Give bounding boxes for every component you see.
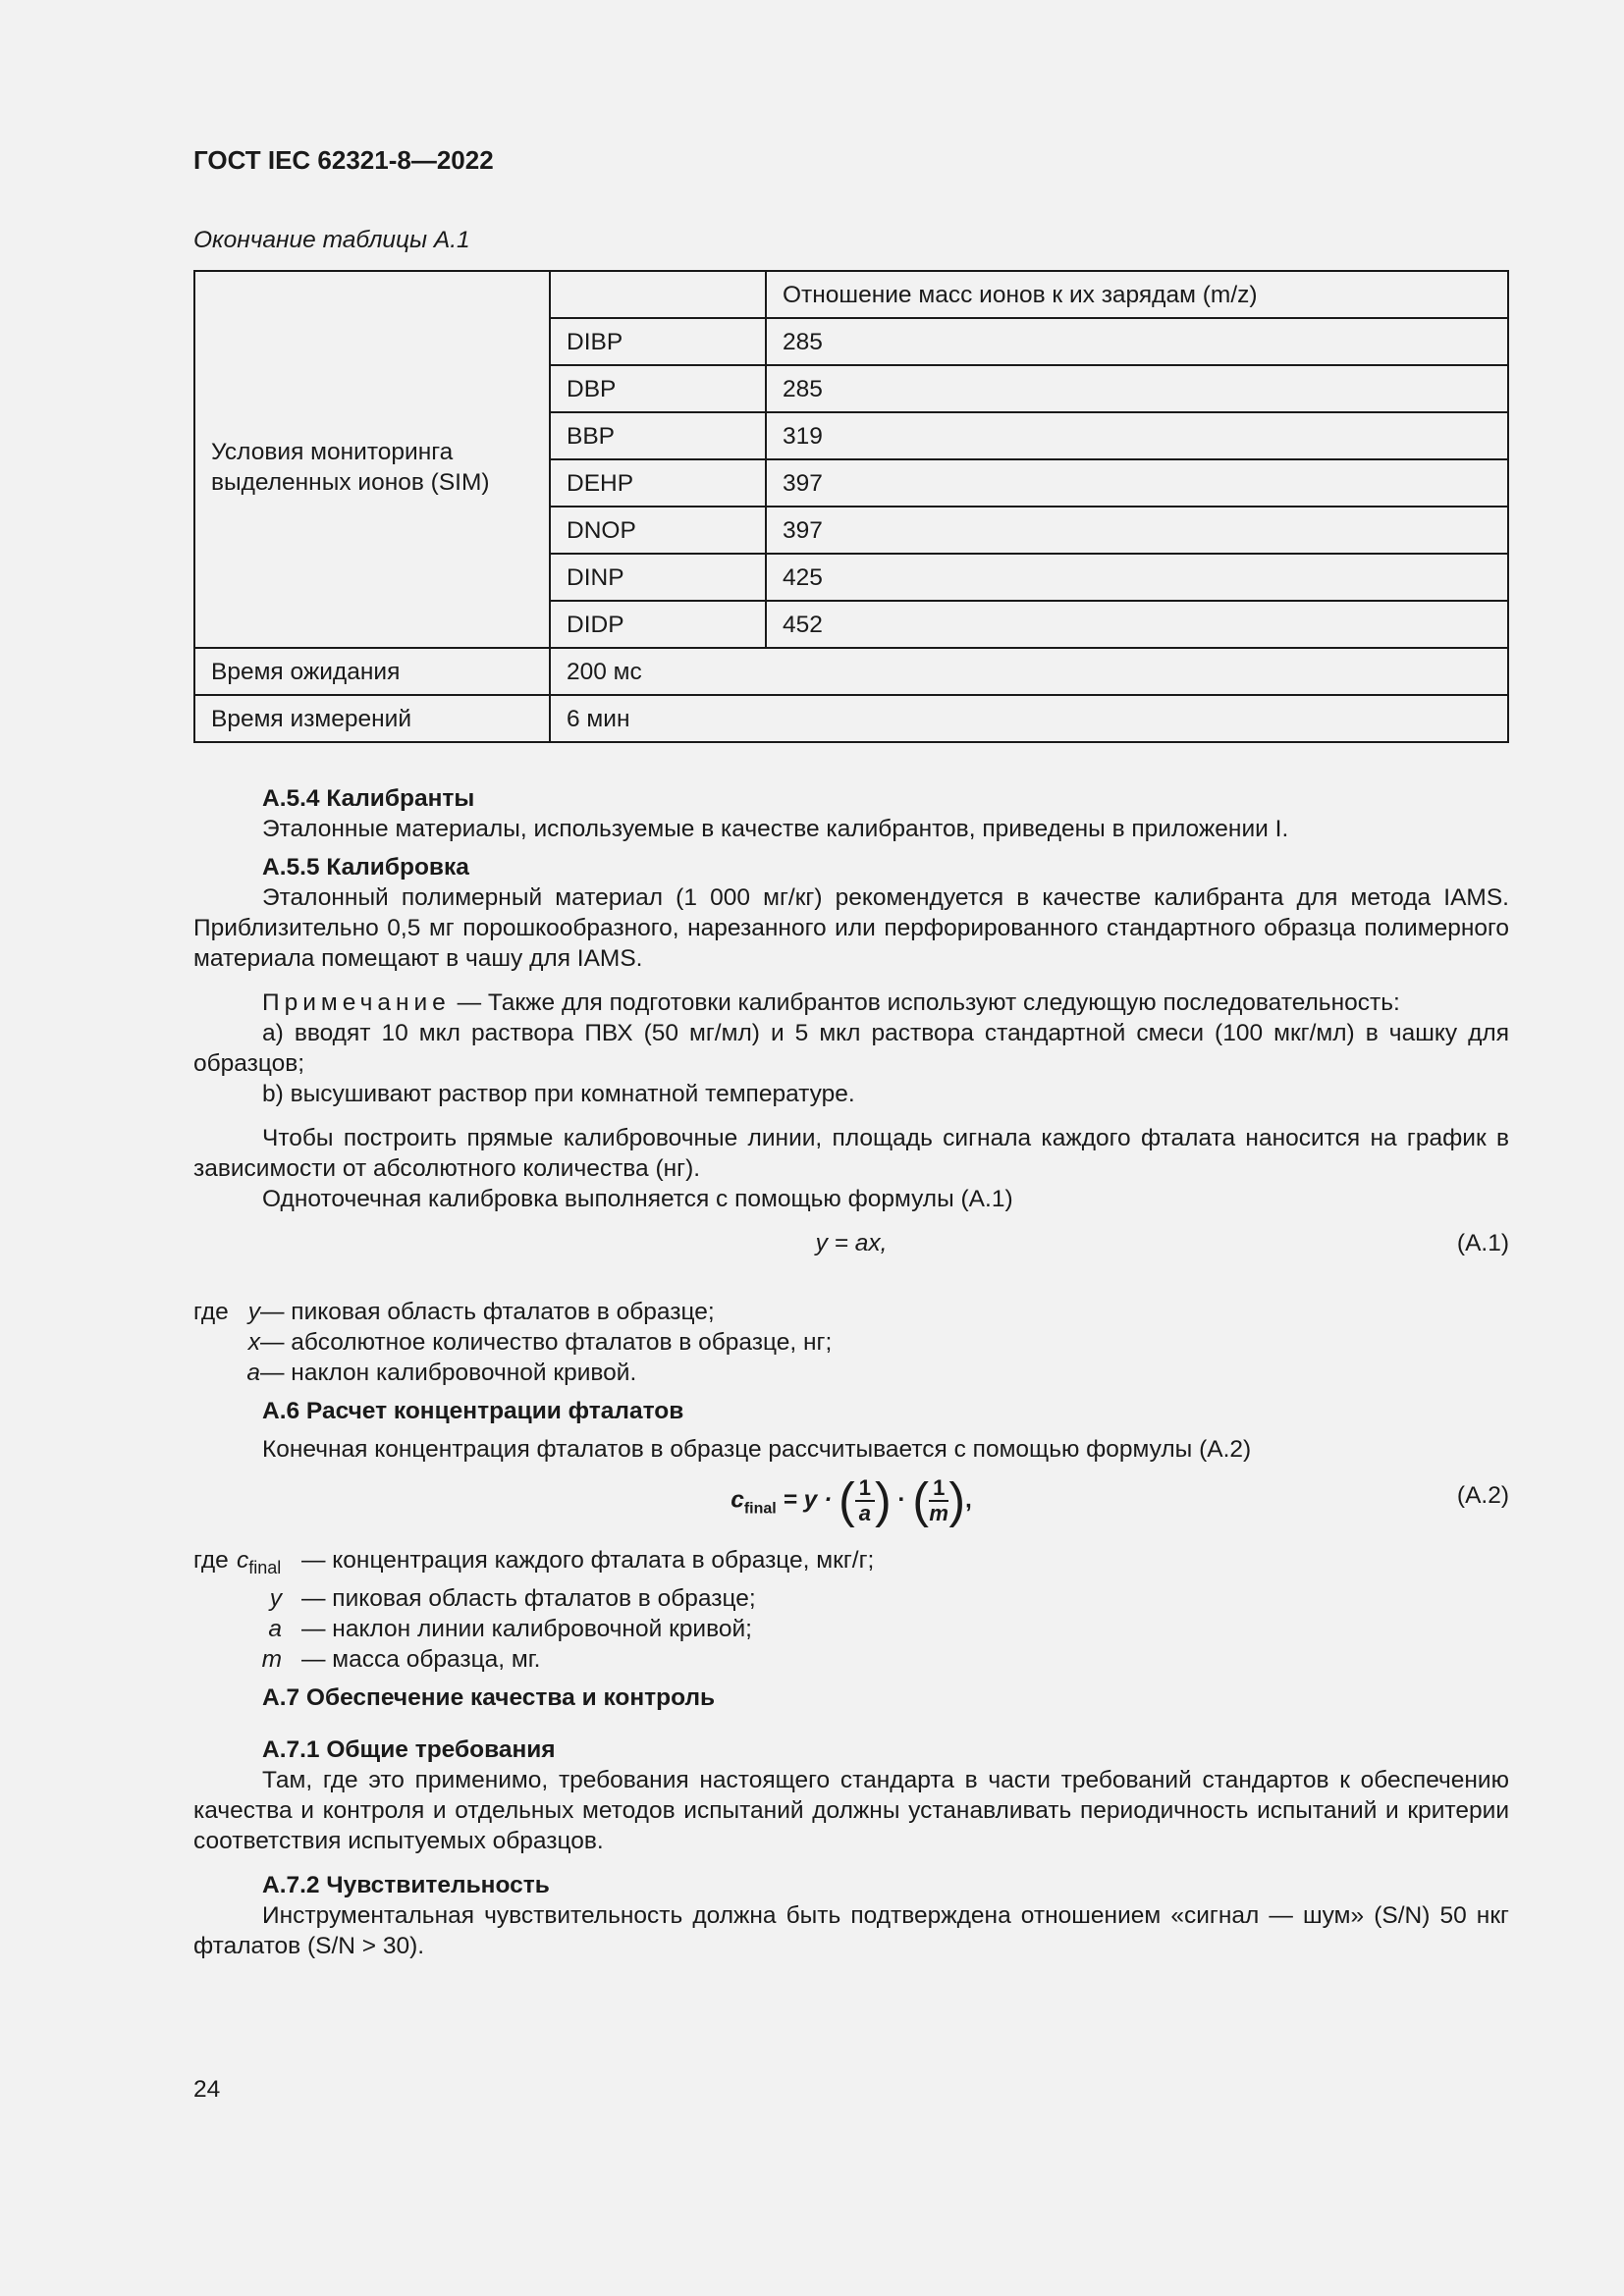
where-desc: — пиковая область фталатов в образце; bbox=[301, 1584, 756, 1612]
mz-value-cell: 319 bbox=[766, 412, 1508, 459]
mz-value-cell: 425 bbox=[766, 554, 1508, 601]
wait-label-cell: Время ожидания bbox=[194, 648, 550, 695]
where-label: где bbox=[193, 1547, 229, 1574]
formula-a1-expression: y = ax, bbox=[815, 1230, 888, 1256]
table-row bbox=[194, 271, 1508, 318]
where-desc: — абсолютное количество фталатов в образце, нг; bbox=[260, 1329, 833, 1356]
paragraph-single-point: Одноточечная калибровка выполняется с помощью формулы (А.1) bbox=[262, 1186, 1013, 1212]
sim-label-cell: Условия мониторинга выделенных ионов (SIM) bbox=[194, 271, 550, 648]
formula-a1 bbox=[193, 1228, 1509, 1287]
paragraph-a71: Там, где это применимо, требования настоящего стандарта в части требований стандартов к обеспечению качества и контроля и отдельных методов испытаний должны устанавливать периодичность испытаний и критерии соответствия испытуемых образцов. bbox=[193, 1766, 1509, 1854]
formula-a2-expression: $c_{final} = y$ · ( $\frac{1}{a}$ ) · ( $\frac{1}{m}$ ), bbox=[731, 1472, 972, 1528]
note-label: Примечание bbox=[262, 989, 451, 1016]
paragraph-a54: Эталонные материалы, используемые в качестве калибрантов, приведены в приложении I. bbox=[262, 816, 1289, 842]
paragraph-a55: Эталонный полимерный материал (1 000 мг/кг) рекомендуется в качестве калибранта для метода IAMS. Приблизительно 0,5 мг порошкообразного, нарезанного или перфорированного стандартного образца полимерного материала помещают в чашу для IAMS. bbox=[193, 884, 1509, 972]
section-heading-a6: А.6 Расчет концентрации фталатов bbox=[262, 1398, 684, 1424]
where-list-2 bbox=[193, 1545, 1509, 1675]
paragraph-a6: Конечная концентрация фталатов в образце рассчитывается с помощью формулы (А.2) bbox=[262, 1436, 1252, 1463]
mz-value-cell: 285 bbox=[766, 365, 1508, 412]
where-symbol: a bbox=[246, 1360, 260, 1386]
formula-a1-number: (А.1) bbox=[1456, 1230, 1509, 1256]
note-item-b: b) высушивают раствор при комнатной температуре. bbox=[262, 1081, 855, 1107]
mz-value-cell: 452 bbox=[766, 601, 1508, 648]
compound-cell: DBP bbox=[550, 365, 766, 412]
where-symbol: a bbox=[268, 1615, 282, 1642]
mz-value-cell: 397 bbox=[766, 459, 1508, 507]
table-row bbox=[194, 648, 1508, 695]
compound-cell: DEHP bbox=[550, 459, 766, 507]
paragraph-calibration-lines: Чтобы построить прямые калибровочные линии, площадь сигнала каждого фталата наносится на график в зависимости от абсолютного количества (нг). bbox=[193, 1125, 1509, 1182]
where-desc: — наклон линии калибровочной кривой; bbox=[301, 1615, 752, 1642]
formula-a2-number: (А.2) bbox=[1456, 1482, 1509, 1509]
wait-value-cell: 200 мс bbox=[550, 648, 1508, 695]
table-caption: Окончание таблицы А.1 bbox=[193, 227, 470, 253]
where-desc: — масса образца, мг. bbox=[301, 1645, 541, 1673]
note-item-a: a) вводят 10 мкл раствора ПВХ (50 мг/мл) и 5 мкл раствора стандартной смеси (100 мкг/мл) в чашку для образцов; bbox=[193, 1020, 1509, 1077]
where-symbol: y bbox=[269, 1584, 282, 1612]
section-heading-a54: А.5.4 Калибранты bbox=[262, 785, 475, 812]
paragraph-a72: Инструментальная чувствительность должна быть подтверждена отношением «сигнал — шум» (S/N) 50 нкг фталатов (S/N > 30). bbox=[193, 1901, 1509, 1959]
where-list-1 bbox=[193, 1297, 1509, 1388]
section-heading-a7: А.7 Обеспечение качества и контроль bbox=[262, 1683, 716, 1711]
document-title: ГОСТ IEC 62321-8—2022 bbox=[193, 145, 494, 175]
measure-value-cell: 6 мин bbox=[550, 695, 1508, 742]
section-heading-a71: А.7.1 Общие требования bbox=[262, 1735, 556, 1763]
where-symbol: y bbox=[247, 1299, 260, 1325]
compound-cell: BBP bbox=[550, 412, 766, 459]
measure-label-cell: Время измерений bbox=[194, 695, 550, 742]
where-label: где bbox=[193, 1299, 229, 1325]
mz-value-cell: 397 bbox=[766, 507, 1508, 554]
compound-cell: DIDP bbox=[550, 601, 766, 648]
mz-header-cell: Отношение масс ионов к их зарядам (m/z) bbox=[766, 271, 1508, 318]
where-symbol: x bbox=[247, 1329, 260, 1356]
note-paragraph bbox=[193, 988, 1509, 1018]
compound-cell: DINP bbox=[550, 554, 766, 601]
where-desc: — пиковая область фталатов в образце; bbox=[260, 1299, 715, 1325]
table-row bbox=[194, 695, 1508, 742]
empty-header-cell bbox=[550, 271, 766, 318]
note-text: — Также для подготовки калибрантов используют следующую последовательность: bbox=[450, 989, 1400, 1016]
page-number: 24 bbox=[193, 2076, 221, 2103]
where-symbol: m bbox=[261, 1645, 282, 1673]
compound-cell: DNOP bbox=[550, 507, 766, 554]
document-body bbox=[193, 783, 1509, 1961]
formula-a2 bbox=[193, 1472, 1509, 1545]
sim-table bbox=[193, 270, 1509, 743]
compound-cell: DIBP bbox=[550, 318, 766, 365]
where-desc: — наклон калибровочной кривой. bbox=[260, 1360, 637, 1386]
where-symbol: $c_{final}$ bbox=[237, 1547, 282, 1577]
section-heading-a55: А.5.5 Калибровка bbox=[262, 854, 469, 881]
mz-value-cell: 285 bbox=[766, 318, 1508, 365]
where-desc: — концентрация каждого фталата в образце, мкг/г; bbox=[301, 1547, 875, 1574]
section-heading-a72: А.7.2 Чувствительность bbox=[262, 1871, 550, 1898]
